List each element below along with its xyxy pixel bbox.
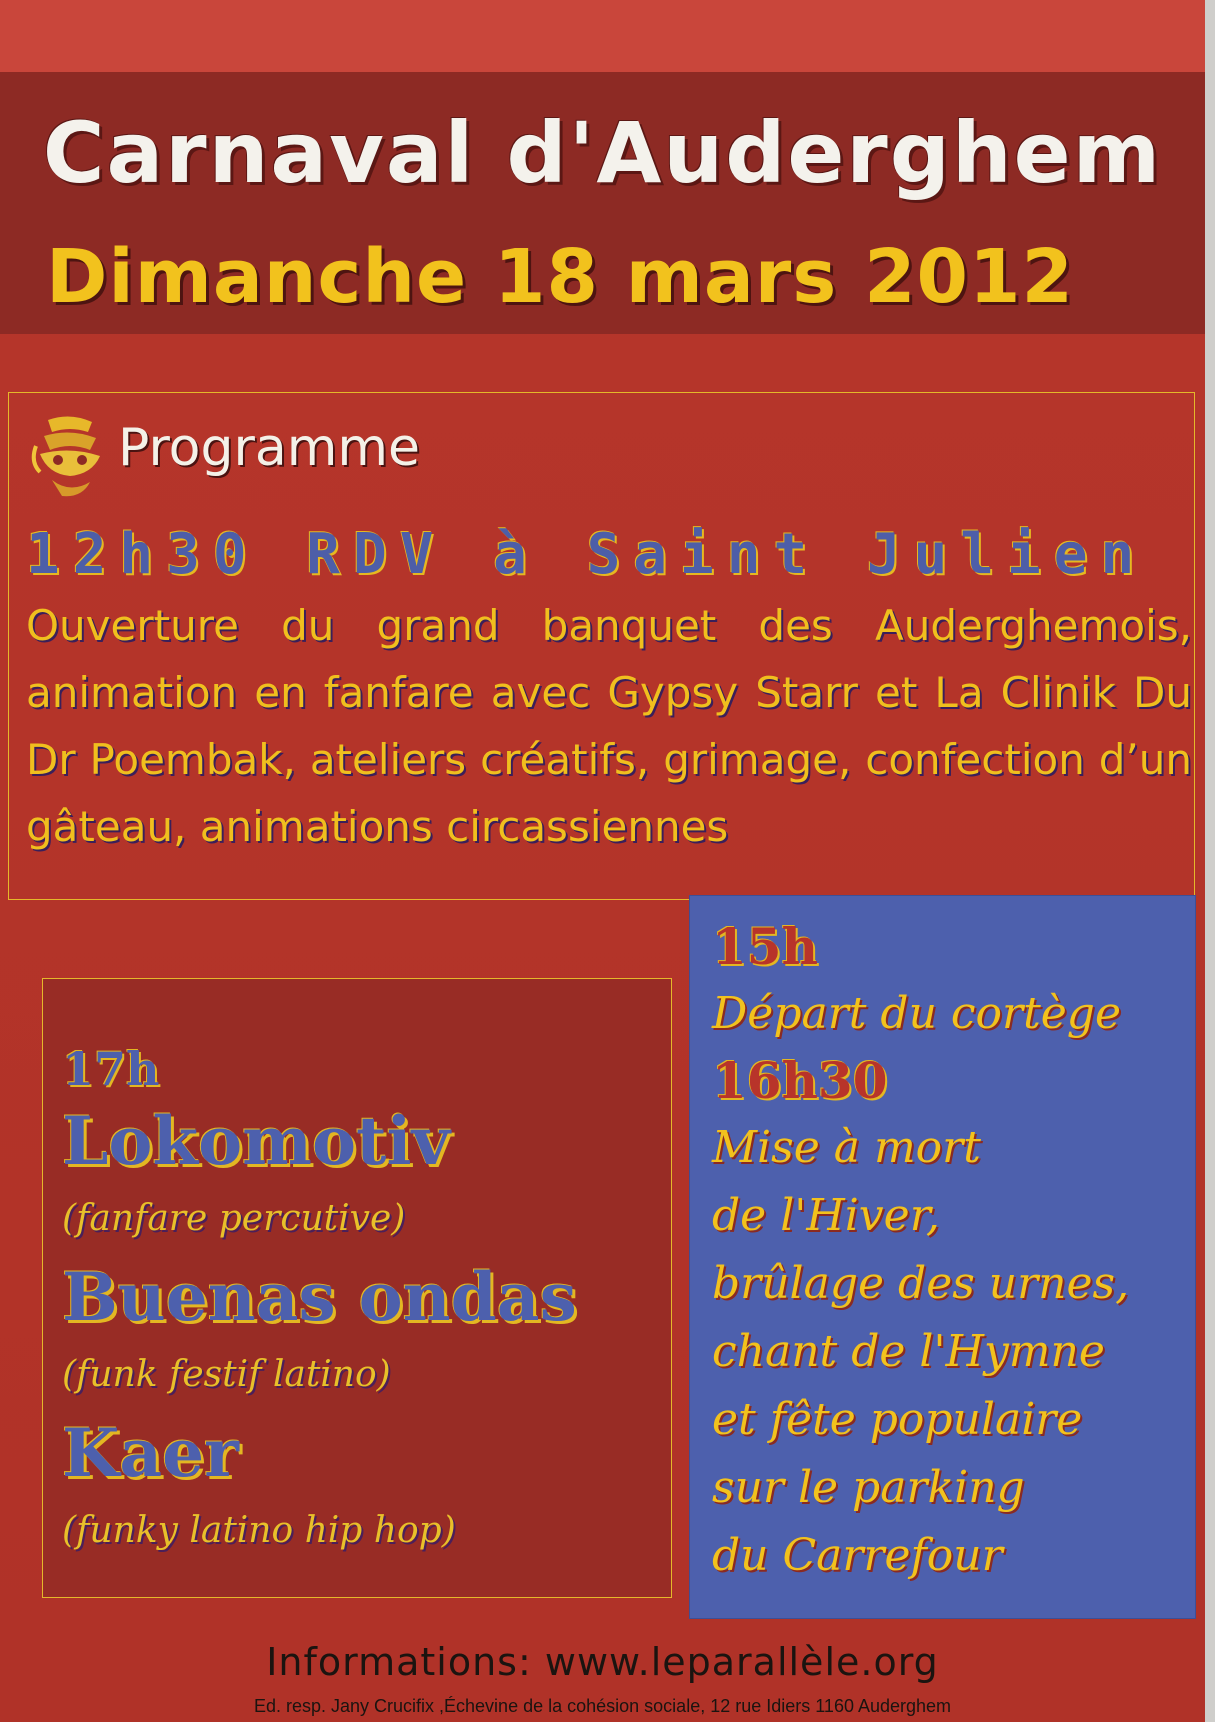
scan-edge [1205,0,1215,1722]
cortege-line: Mise à mort [712,1122,981,1173]
cortege-line: et fête populaire [712,1394,1083,1445]
cortege-time-1: 15h [712,917,818,976]
band-name: Lokomotiv [62,1102,450,1180]
programme-text: Ouverture du grand banquet des Auderghemois, animation en fanfare avec Gypsy Starr et La Clinik Du Dr Poembak, ateliers créatifs, grimage, confection d’un gâteau, animations circassiennes [26,601,1192,851]
carnival-mask-icon [30,412,110,498]
information-line: Informations: www.leparallèle.org [266,1640,939,1684]
cortege-time-2: 16h30 [712,1051,888,1110]
band-genre: (funky latino hip hop) [62,1510,456,1551]
programme-title: Programme [118,418,421,478]
event-date: Dimanche 18 mars 2012 [45,234,1075,320]
cortege-line: du Carrefour [712,1530,1003,1581]
cortege-line: chant de l'Hymne [712,1326,1105,1377]
band-genre: (fanfare percutive) [62,1198,406,1239]
cortege-schedule [712,914,1192,1590]
band-name: Buenas ondas [62,1258,577,1336]
concerts-list [62,1040,662,1566]
cortege-departure: Départ du cortège [712,988,1121,1039]
cortege-line: sur le parking [712,1462,1025,1513]
publisher-credit: Ed. resp. Jany Crucifix ,Échevine de la cohésion sociale, 12 rue Idiers 1160 Auderghem [253,1696,952,1716]
band-name: Kaer [62,1414,239,1492]
event-title: Carnaval d'Auderghem [42,104,1163,202]
cortege-line: de l'Hiver, [712,1190,940,1241]
concerts-time: 17h [62,1042,160,1096]
cortege-line: brûlage des urnes, [712,1258,1130,1309]
programme-headline: 12h30 RDV à Saint Julien [26,522,1148,587]
top-strip [0,0,1205,72]
band-genre: (funk festif latino) [62,1354,391,1395]
